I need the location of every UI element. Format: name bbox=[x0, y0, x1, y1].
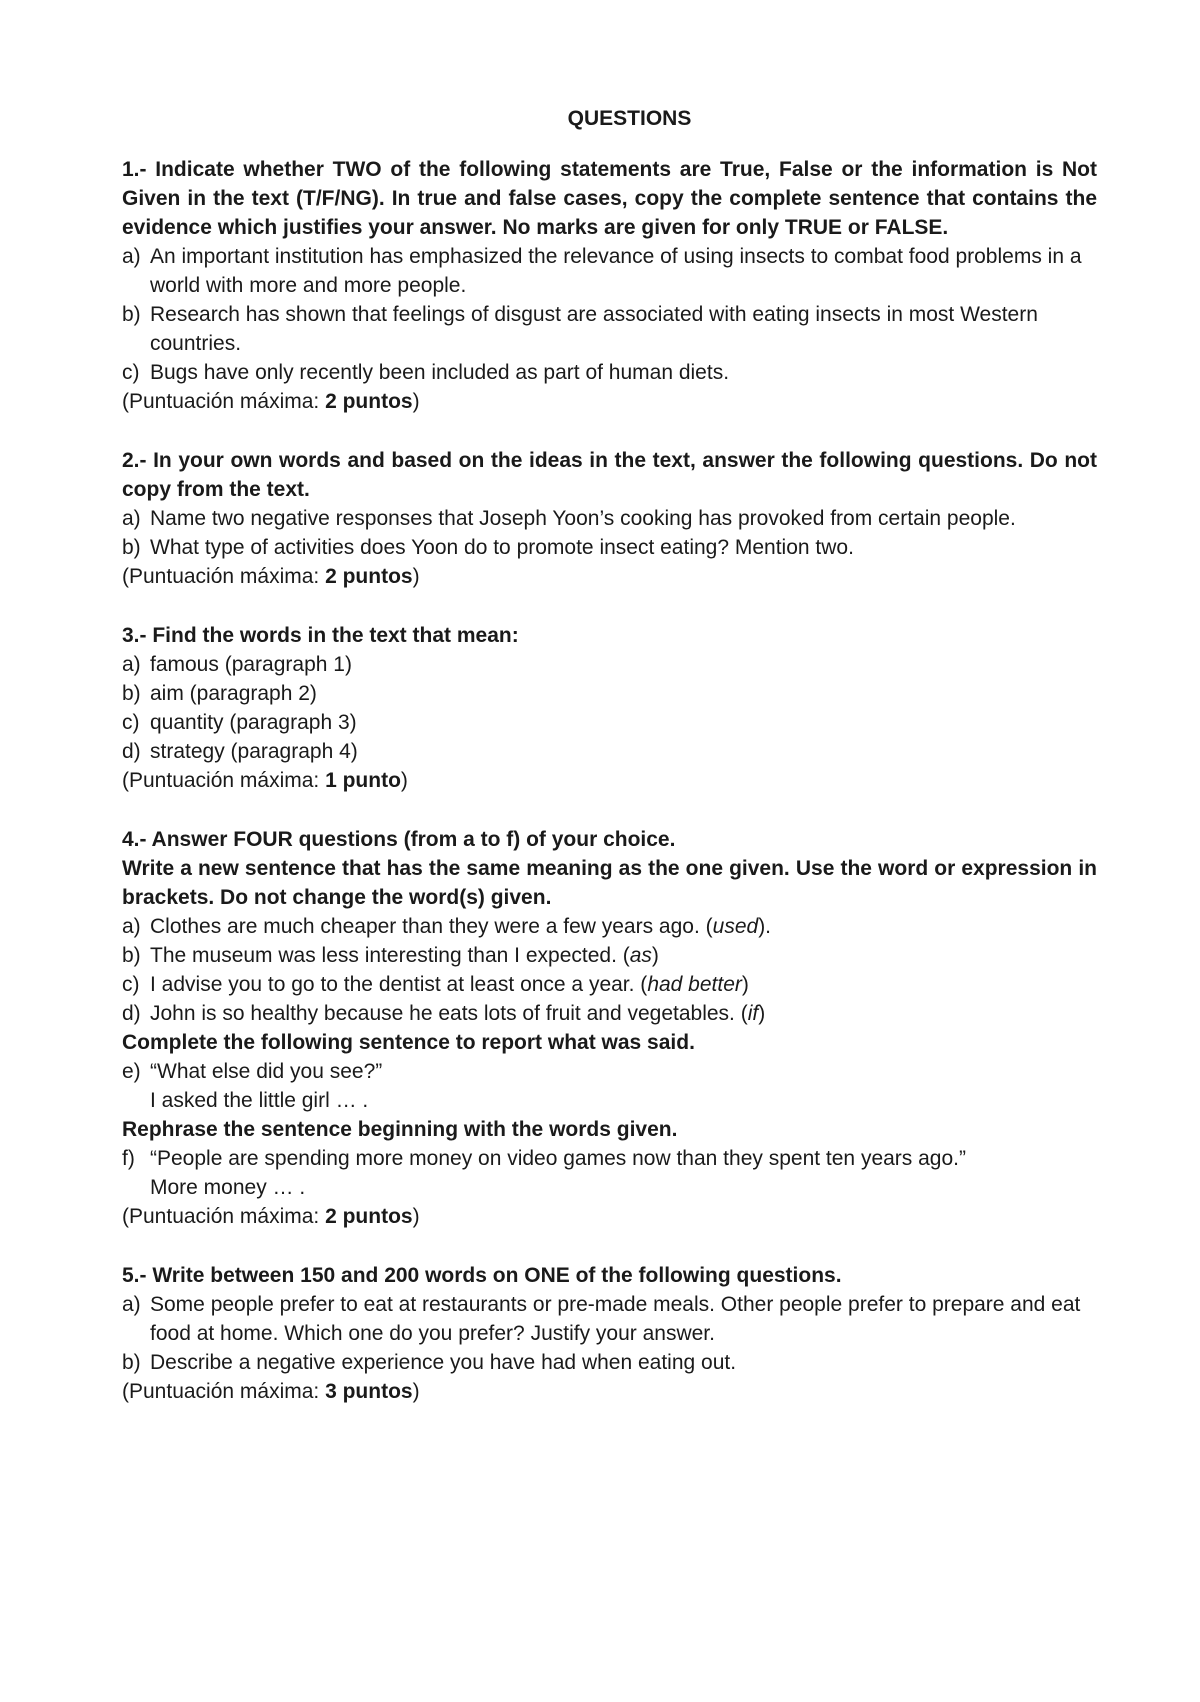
question-1 bbox=[122, 155, 1097, 416]
question-3-item-c bbox=[122, 708, 1097, 737]
item-label: e) bbox=[122, 1060, 141, 1083]
item-text: Name two negative responses that Joseph Yoon’s cooking has provoked from certain people. bbox=[150, 507, 1016, 530]
item-text: Research has shown that feelings of disgust are associated with eating insects in most Western countries. bbox=[150, 303, 1038, 355]
score-value: 2 puntos bbox=[325, 565, 413, 588]
question-2-item-a bbox=[122, 504, 1097, 533]
score-value: 3 puntos bbox=[325, 1380, 413, 1403]
item-text: aim (paragraph 2) bbox=[150, 682, 317, 705]
question-4 bbox=[122, 825, 1097, 1231]
question-1-item-b bbox=[122, 300, 1097, 358]
question-5 bbox=[122, 1261, 1097, 1406]
question-4-score: (Puntuación máxima: 2 puntos) bbox=[122, 1205, 420, 1228]
item-hint: if bbox=[747, 1002, 759, 1025]
question-2 bbox=[122, 446, 1097, 591]
question-4-item-a: a) Clothes are much cheaper than they were a few years ago. (used). bbox=[122, 912, 1097, 941]
item-text: Bugs have only recently been included as part of human diets. bbox=[150, 361, 730, 384]
item-label: b) bbox=[122, 944, 141, 967]
item-text: strategy (paragraph 4) bbox=[150, 740, 358, 763]
question-5-item-b bbox=[122, 1348, 1097, 1377]
item-label: a) bbox=[122, 245, 141, 268]
item-hint: used bbox=[712, 915, 759, 938]
question-4-item-e-continuation: I asked the little girl … . bbox=[150, 1089, 369, 1112]
item-label: a) bbox=[122, 507, 141, 530]
question-3 bbox=[122, 621, 1097, 795]
item-label: b) bbox=[122, 536, 141, 559]
question-4-item-b: b) The museum was less interesting than I expected. (as) bbox=[122, 941, 1097, 970]
item-text: John is so healthy because he eats lots of fruit and vegetables. ( bbox=[150, 1002, 748, 1025]
score-value: 2 puntos bbox=[325, 390, 413, 413]
item-label: d) bbox=[122, 1002, 141, 1025]
item-label: b) bbox=[122, 303, 141, 326]
item-label: d) bbox=[122, 740, 141, 763]
question-2-score: (Puntuación máxima: 2 puntos) bbox=[122, 565, 420, 588]
item-text: The museum was less interesting than I expected. ( bbox=[150, 944, 630, 967]
question-3-item-d bbox=[122, 737, 1097, 766]
item-label: f) bbox=[122, 1147, 135, 1170]
question-4-instruction-2: Complete the following sentence to report what was said. bbox=[122, 1031, 695, 1054]
item-label: b) bbox=[122, 1351, 141, 1374]
item-text: Describe a negative experience you have had when eating out. bbox=[150, 1351, 737, 1374]
item-hint: as bbox=[629, 944, 652, 967]
item-text: An important institution has emphasized the relevance of using insects to combat food problems in a world with more and more people. bbox=[150, 245, 1082, 297]
question-1-score: (Puntuación máxima: 2 puntos) bbox=[122, 390, 420, 413]
item-text: Clothes are much cheaper than they were a few years ago. ( bbox=[150, 915, 713, 938]
question-1-item-c bbox=[122, 358, 1097, 387]
item-label: c) bbox=[122, 973, 140, 996]
question-4-item-f bbox=[122, 1144, 1097, 1173]
item-text: I advise you to go to the dentist at least once a year. ( bbox=[150, 973, 648, 996]
item-label: b) bbox=[122, 682, 141, 705]
item-hint: had better bbox=[647, 973, 742, 996]
page-title: QUESTIONS bbox=[567, 107, 692, 130]
item-label: a) bbox=[122, 915, 141, 938]
question-4-item-f-continuation: More money … . bbox=[150, 1176, 306, 1199]
question-3-item-b bbox=[122, 679, 1097, 708]
question-2-heading: 2.- In your own words and based on the ideas in the text, answer the following questions. Do not copy from the text. bbox=[122, 449, 1097, 501]
question-4-item-d: d) John is so healthy because he eats lots of fruit and vegetables. (if) bbox=[122, 999, 1097, 1028]
item-text: What type of activities does Yoon do to promote insect eating? Mention two. bbox=[150, 536, 854, 559]
question-4-item-e bbox=[122, 1057, 1097, 1086]
question-5-heading: 5.- Write between 150 and 200 words on ONE of the following questions. bbox=[122, 1264, 842, 1287]
score-value: 1 punto bbox=[325, 769, 401, 792]
question-1-item-a bbox=[122, 242, 1097, 300]
question-3-heading: 3.- Find the words in the text that mean: bbox=[122, 624, 519, 647]
item-label: c) bbox=[122, 361, 140, 384]
question-3-score: (Puntuación máxima: 1 punto) bbox=[122, 769, 408, 792]
item-text: quantity (paragraph 3) bbox=[150, 711, 357, 734]
question-3-item-a bbox=[122, 650, 1097, 679]
question-4-instruction-3: Rephrase the sentence beginning with the words given. bbox=[122, 1118, 678, 1141]
question-5-score: (Puntuación máxima: 3 puntos) bbox=[122, 1380, 420, 1403]
question-4-instruction-1: Write a new sentence that has the same meaning as the one given. Use the word or expression in brackets. Do not change the word(s) given. bbox=[122, 857, 1097, 909]
question-2-item-b bbox=[122, 533, 1097, 562]
exam-page bbox=[122, 104, 1097, 1436]
item-text: “What else did you see?” bbox=[150, 1060, 383, 1083]
question-4-heading: 4.- Answer FOUR questions (from a to f) of your choice. bbox=[122, 828, 676, 851]
question-5-item-a bbox=[122, 1290, 1097, 1348]
item-label: a) bbox=[122, 1293, 141, 1316]
score-value: 2 puntos bbox=[325, 1205, 413, 1228]
item-text: Some people prefer to eat at restaurants or pre-made meals. Other people prefer to prepare and eat food at home. Which one do you prefer? Justify your answer. bbox=[150, 1293, 1081, 1345]
question-1-heading: 1.- Indicate whether TWO of the following statements are True, False or the information is Not Given in the text (T/F/NG). In true and false cases, copy the complete sentence that contains the evidence which justifies your answer. No marks are given for only TRUE or FALSE. bbox=[122, 158, 1097, 239]
item-text: famous (paragraph 1) bbox=[150, 653, 352, 676]
item-label: a) bbox=[122, 653, 141, 676]
item-label: c) bbox=[122, 711, 140, 734]
question-4-item-c: c) I advise you to go to the dentist at least once a year. (had better) bbox=[122, 970, 1097, 999]
item-text: “People are spending more money on video games now than they spent ten years ago.” bbox=[150, 1147, 966, 1170]
